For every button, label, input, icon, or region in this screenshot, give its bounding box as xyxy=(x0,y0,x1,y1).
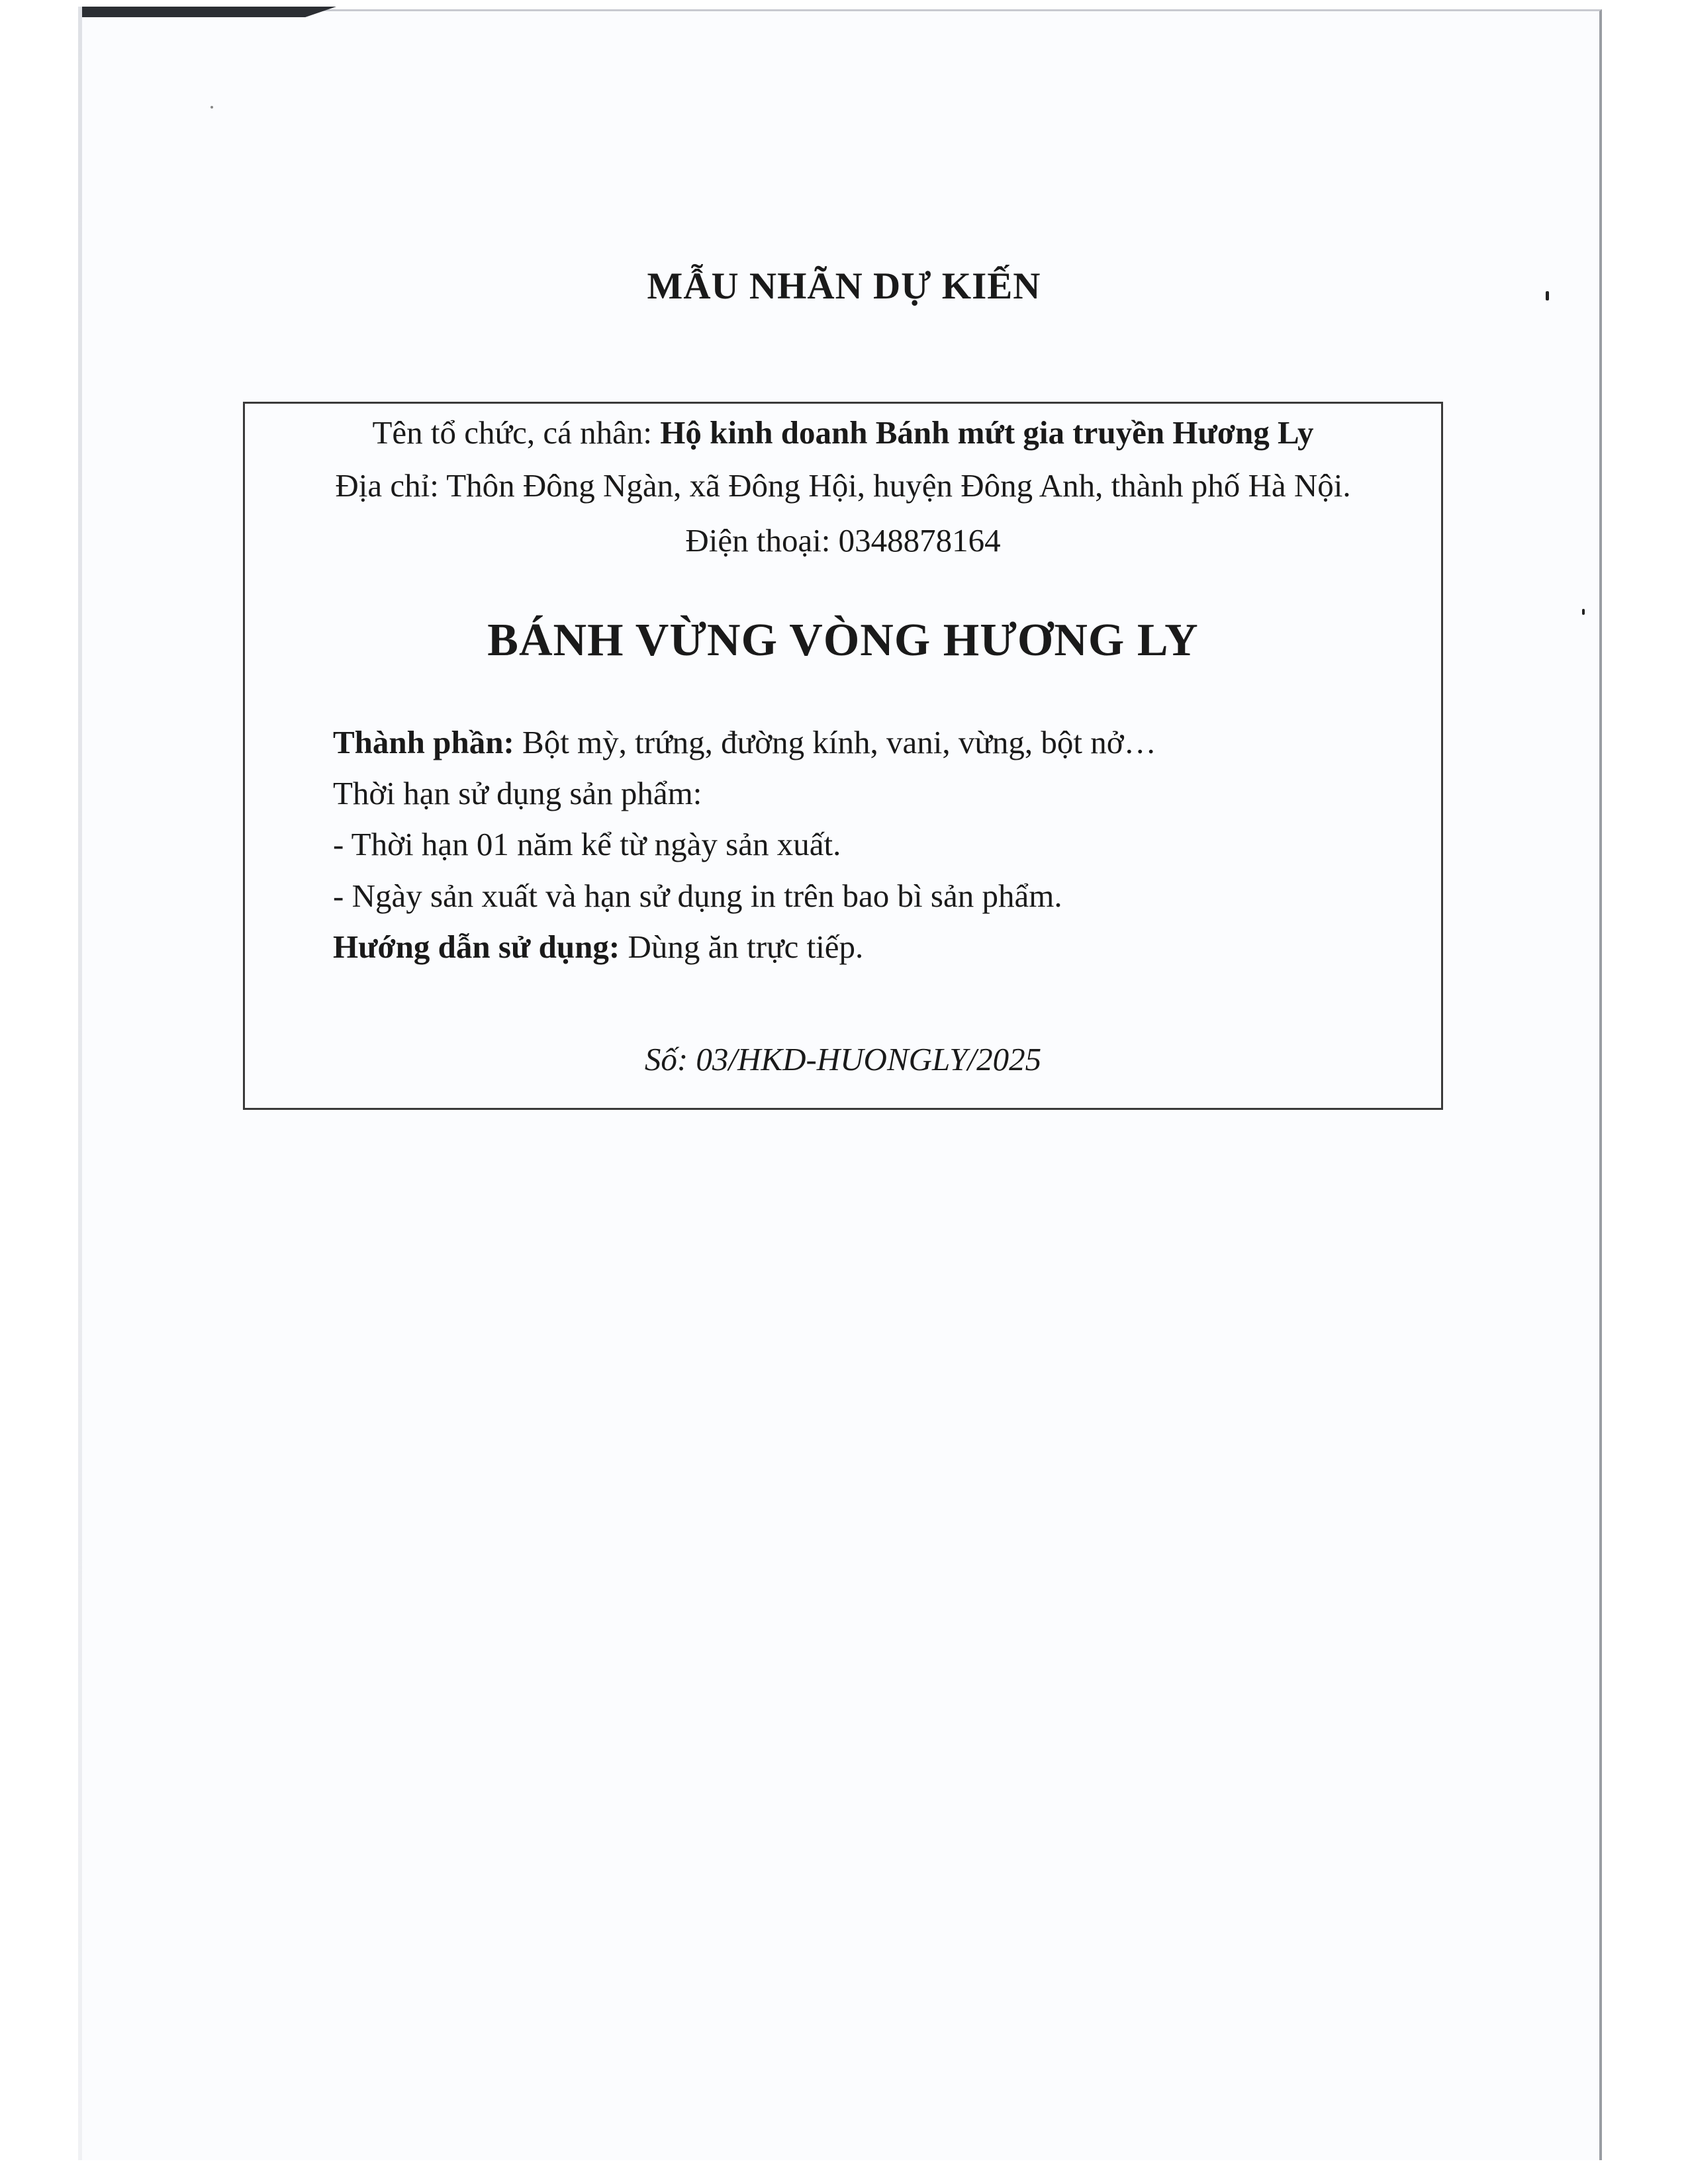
usage-line xyxy=(333,928,863,966)
ingredients-value: Bột mỳ, trứng, đường kính, vani, vừng, bột nở… xyxy=(514,724,1156,760)
scan-speck xyxy=(211,106,213,109)
shelf-life-item-2: - Ngày sản xuất và hạn sử dụng in trên bao bì sản phẩm. xyxy=(333,878,1062,914)
shelf-life-heading: Thời hạn sử dụng sản phẩm: xyxy=(333,775,702,811)
usage-label: Hướng dẫn sử dụng: xyxy=(333,929,620,965)
organization-name: Hộ kinh doanh Bánh mứt gia truyền Hương Ly xyxy=(660,414,1314,451)
ingredients-line xyxy=(333,723,1156,761)
scan-shadow-top xyxy=(78,7,336,17)
organization-line xyxy=(245,414,1441,451)
organization-label: Tên tổ chức, cá nhân: xyxy=(372,414,661,451)
usage-value: Dùng ăn trực tiếp. xyxy=(620,929,864,965)
address-line: Địa chỉ: Thôn Đông Ngàn, xã Đông Hội, huyện Đông Anh, thành phố Hà Nội. xyxy=(335,467,1351,504)
ingredients-label: Thành phần: xyxy=(333,724,514,760)
shelf-life-item-1: - Thời hạn 01 năm kể từ ngày sản xuất. xyxy=(333,826,841,862)
phone-line: Điện thoại: 0348878164 xyxy=(685,522,1001,559)
page-title: MẪU NHÃN DỰ KIẾN xyxy=(647,265,1041,307)
product-name: BÁNH VỪNG VÒNG HƯƠNG LY xyxy=(487,615,1199,666)
product-label-box xyxy=(243,402,1443,1110)
scan-speck xyxy=(1582,609,1585,615)
scan-shadow-left xyxy=(78,7,82,2160)
label-code: Số: 03/HKD-HUONGLY/2025 xyxy=(644,1041,1042,1077)
